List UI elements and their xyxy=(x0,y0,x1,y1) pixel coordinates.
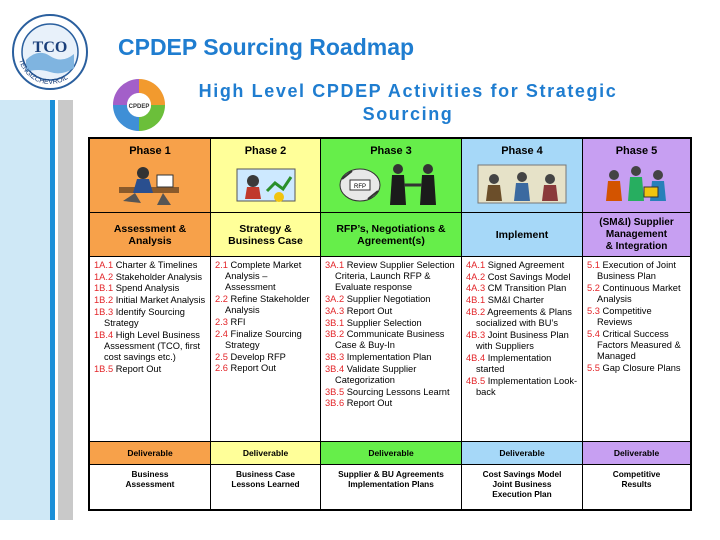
deliverable-label: Deliverable xyxy=(462,441,582,465)
activity-list xyxy=(321,257,461,441)
activity-text: Agreements & Plans socialized with BU’s xyxy=(476,306,572,329)
activity-text: Implementation Look-back xyxy=(476,375,578,397)
list-item xyxy=(215,294,317,316)
activity-text: Report Out xyxy=(115,363,162,374)
activity-text: Initial Market Analysis xyxy=(115,295,206,306)
activity-code: 1B.5 xyxy=(94,363,114,374)
list-item xyxy=(466,272,579,283)
activity-text: Stakeholder Analysis xyxy=(115,271,203,282)
list-item xyxy=(466,283,579,294)
deliverable-text: Cost Savings Model Joint Business Execution Plan xyxy=(462,465,582,509)
phase-label: Phase 3 xyxy=(370,145,412,157)
activity-code: 3B.1 xyxy=(325,317,345,328)
phase-label: Phase 5 xyxy=(615,145,658,157)
logo-text: TCO xyxy=(32,39,68,56)
activity-code: 3A.2 xyxy=(325,294,345,305)
activity-code: 2.3 xyxy=(215,317,228,328)
activity-code: 3B.6 xyxy=(325,398,345,409)
activity-code: 3B.3 xyxy=(325,352,345,363)
activity-text: Identify Sourcing Strategy xyxy=(104,306,185,329)
negotiation-clipart-icon xyxy=(336,161,446,207)
activity-code: 4B.2 xyxy=(466,306,486,317)
activity-list xyxy=(462,257,582,441)
activity-text: High Level Business Assessment (TCO, first cost savings etc.) xyxy=(104,329,201,363)
activity-text: Complete Market Analysis – Assessment xyxy=(225,260,302,293)
list-item xyxy=(587,260,687,282)
activity-list xyxy=(90,257,210,441)
phase-title: Strategy & Business Case xyxy=(211,213,320,257)
activity-code: 1B.4 xyxy=(94,329,114,340)
list-item xyxy=(215,329,317,351)
activity-code: 1B.3 xyxy=(94,306,114,317)
activity-code: 1A.2 xyxy=(94,271,114,282)
strategy-clipart-icon xyxy=(229,161,303,207)
roadmap-table xyxy=(88,137,692,511)
phase-column-5 xyxy=(583,139,690,509)
list-item xyxy=(325,294,458,305)
activity-code: 5.3 xyxy=(587,305,600,316)
list-item xyxy=(325,260,458,294)
list-item xyxy=(587,283,687,305)
logo-ring-text: TENGIZCHEVROIL xyxy=(17,58,70,87)
cpdep-cycle-icon xyxy=(106,77,172,133)
list-item xyxy=(325,318,458,329)
activity-text: Implementation started xyxy=(476,352,552,374)
deliverable-label: Deliverable xyxy=(90,441,210,465)
list-item xyxy=(466,260,579,271)
activity-text: Implementation Plan xyxy=(346,352,432,363)
phase-column-3 xyxy=(321,139,462,509)
svg-text:RFP: RFP xyxy=(354,184,366,190)
activity-code: 3B.5 xyxy=(325,386,345,397)
list-item xyxy=(466,330,579,352)
activity-text: Supplier Selection xyxy=(346,317,422,328)
phase-label: Phase 1 xyxy=(129,145,171,157)
page-subtitle: High Level CPDEP Activities for Strategic Sourcing xyxy=(198,81,618,124)
activity-text: Competitive Reviews xyxy=(597,305,652,328)
activity-code: 4B.3 xyxy=(466,329,486,340)
phase-label: Phase 4 xyxy=(501,145,543,157)
list-item xyxy=(587,329,687,363)
activity-text: Execution of Joint Business Plan xyxy=(597,260,676,282)
phase-title: (SM&I) Supplier Management & Integration xyxy=(583,213,690,257)
activity-code: 4A.3 xyxy=(466,283,486,294)
integration-clipart-icon xyxy=(600,161,674,207)
sidebar-blue-stripe xyxy=(50,100,55,520)
phase-header xyxy=(90,139,210,213)
list-item xyxy=(215,260,317,294)
activity-code: 2.4 xyxy=(215,328,228,339)
activity-code: 5.1 xyxy=(587,260,600,270)
activity-code: 2.2 xyxy=(215,294,228,305)
activity-code: 4A.1 xyxy=(466,260,486,270)
list-item xyxy=(215,363,317,374)
activity-code: 2.6 xyxy=(215,363,228,374)
list-item xyxy=(94,283,207,294)
phase-column-2 xyxy=(211,139,321,509)
list-item xyxy=(94,295,207,306)
activity-code: 2.1 xyxy=(215,260,228,270)
activity-code: 2.5 xyxy=(215,351,228,362)
activity-text: Validate Supplier Categorization xyxy=(335,363,417,386)
list-item xyxy=(325,306,458,317)
activity-text: Report Out xyxy=(346,398,393,409)
list-item xyxy=(587,306,687,328)
deliverable-label: Deliverable xyxy=(321,441,461,465)
activity-text: Communicate Business Case & Buy-In xyxy=(335,329,445,351)
activity-text: Sourcing Lessons Learnt xyxy=(346,386,450,397)
phase-header xyxy=(211,139,320,213)
deliverable-text: Business Assessment xyxy=(90,465,210,509)
activity-text: Continuous Market Analysis xyxy=(597,282,681,305)
activity-list xyxy=(211,257,320,441)
list-item xyxy=(466,295,579,306)
activity-text: Supplier Negotiation xyxy=(346,294,431,305)
list-item xyxy=(94,330,207,364)
activity-text: Report Out xyxy=(346,305,393,316)
activity-list xyxy=(583,257,690,441)
deliverable-text: Competitive Results xyxy=(583,465,690,509)
list-item xyxy=(94,364,207,375)
activity-text: Signed Agreement xyxy=(487,260,565,270)
activity-code: 5.4 xyxy=(587,328,600,339)
activity-text: RFI xyxy=(230,317,246,328)
activity-text: Spend Analysis xyxy=(115,283,180,294)
phase-title: RFP’s, Negotiations & Agreement(s) xyxy=(321,213,461,257)
activity-text: SM&I Charter xyxy=(487,295,545,306)
list-item xyxy=(466,307,579,329)
activity-text: Review Supplier Selection Criteria, Launch RFP & Evaluate response xyxy=(335,260,455,293)
deliverable-label: Deliverable xyxy=(583,441,690,465)
activity-code: 3A.1 xyxy=(325,260,345,270)
implement-clipart-icon xyxy=(474,161,570,207)
list-item xyxy=(94,260,207,271)
phase-column-1 xyxy=(90,139,211,509)
activity-code: 3B.4 xyxy=(325,363,345,374)
list-item xyxy=(94,307,207,329)
activity-text: Gap Closure Plans xyxy=(602,362,681,373)
list-item xyxy=(325,352,458,363)
activity-code: 5.5 xyxy=(587,362,600,373)
activity-code: 4B.5 xyxy=(466,375,486,386)
list-item xyxy=(94,272,207,283)
activity-text: Critical Success Factors Measured & Managed xyxy=(597,328,681,362)
phase-column-4 xyxy=(462,139,583,509)
list-item xyxy=(325,364,458,386)
activity-code: 4B.4 xyxy=(466,352,486,363)
activity-text: CM Transition Plan xyxy=(487,283,567,294)
page-title: CPDEP Sourcing Roadmap xyxy=(118,34,415,60)
list-item xyxy=(215,317,317,328)
activity-code: 3A.3 xyxy=(325,305,345,316)
list-item xyxy=(587,363,687,374)
list-item xyxy=(325,329,458,351)
list-item xyxy=(215,352,317,363)
activity-code: 4A.2 xyxy=(466,271,486,282)
cycle-label: CPDEP xyxy=(128,104,150,110)
sidebar-gray-stripe xyxy=(58,100,73,520)
activity-code: 1A.1 xyxy=(94,260,114,270)
activity-text: Finalize Sourcing Strategy xyxy=(225,328,302,350)
deliverable-label: Deliverable xyxy=(211,441,320,465)
phase-title: Assessment & Analysis xyxy=(90,213,210,257)
activity-text: Charter & Timelines xyxy=(115,260,198,270)
list-item xyxy=(325,398,458,409)
activity-text: Develop RFP xyxy=(230,351,286,362)
list-item xyxy=(466,376,579,398)
activity-code: 5.2 xyxy=(587,282,600,293)
list-item xyxy=(325,387,458,398)
activity-code: 3B.2 xyxy=(325,329,345,340)
activity-code: 4B.1 xyxy=(466,295,486,306)
activity-text: Report Out xyxy=(230,363,277,374)
list-item xyxy=(466,353,579,375)
phase-title: Implement xyxy=(462,213,582,257)
activity-text: Joint Business Plan with Suppliers xyxy=(476,329,569,351)
phase-header xyxy=(583,139,690,213)
tco-logo xyxy=(10,12,90,92)
activity-code: 1B.1 xyxy=(94,283,114,294)
deliverable-text: Business Case Lessons Learned xyxy=(211,465,320,509)
phase-header xyxy=(462,139,582,213)
activity-code: 1B.2 xyxy=(94,295,114,306)
analysis-clipart-icon xyxy=(113,161,187,207)
phase-header xyxy=(321,139,461,213)
sidebar-light-panel xyxy=(0,100,50,520)
phase-label: Phase 2 xyxy=(244,145,287,157)
activity-text: Cost Savings Model xyxy=(487,271,571,282)
activity-text: Refine Stakeholder Analysis xyxy=(225,294,310,316)
deliverable-text: Supplier & BU Agreements Implementation Plans xyxy=(321,465,461,509)
